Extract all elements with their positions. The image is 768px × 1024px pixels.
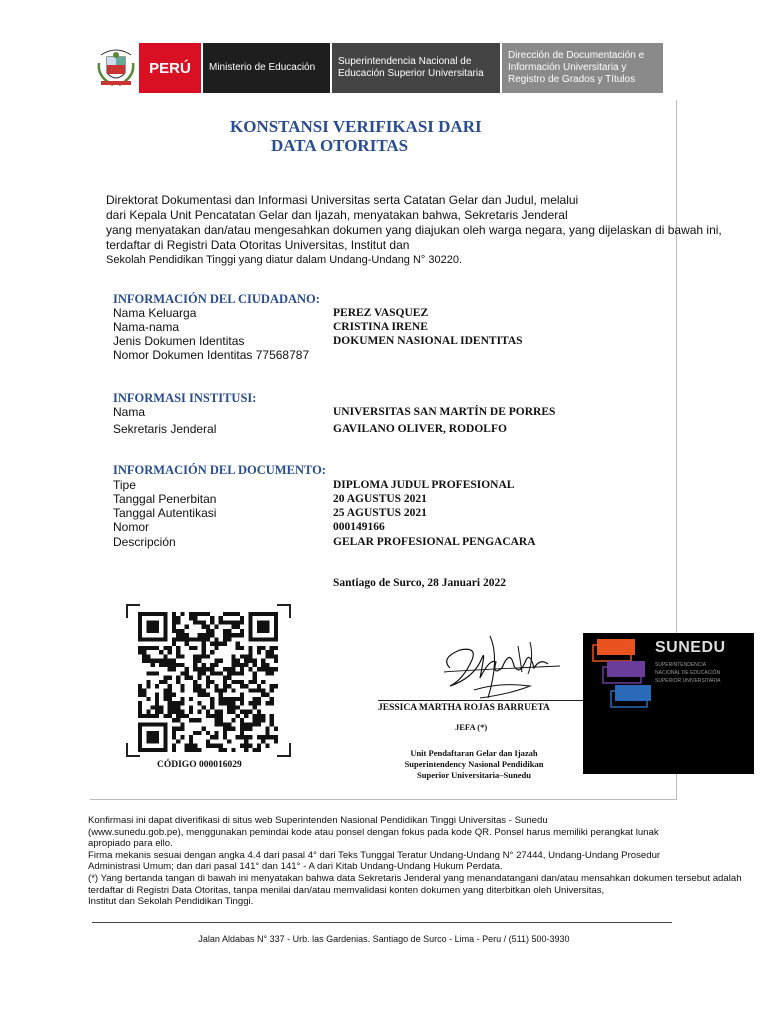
sunedu-subtitle: SUPERINTENDENCIA NACIONAL DE EDUCACIÓN SUPERIOR UNIVERSITARIA [655, 662, 721, 684]
field-label-number: Nomor [113, 520, 150, 534]
verification-notes: Konfirmasi ini dapat diverifikasi di situs web Superintenden Nasional Pendidikan Tinggi Universitas - Sunedu (www.sunedu.gob.pe), menggunakan pemindai kode atau ponsel dengan fokus pada kode QR. Ponsel harus memiliki perangkat lunak apropiado para ello. Firma mekanis sesuai dengan angka 4.4 dari pasal 4° dari Teks Tunggal Teratur Undang-Undang N° 27444, Undang-Undang Prosedur Administrasi Umum; dan dari pasal 141° dan 141° - A dari Kitab Undang-Undang Hukum Perdata. (*) Yang bertanda tangan di bawah ini menyatakan bahwa data Sekretaris Jenderal yang menandatangani dan/atau mensahkan dokumen tersebut adalah terdaftar di Registri Data Otoritas, tanpa menilai dan/atau memvalidasi konten dokumen yang diterbitkan oleh Universitas, Institut dan Sekolah Pendidikan Tinggi. [88, 815, 742, 908]
peru-coat-of-arms-icon [93, 43, 139, 93]
footer-address: Jalan Aldabas N° 337 - Urb. las Gardenias. Santiago de Surco - Lima - Peru / (511) 500-3930 [198, 934, 570, 944]
field-value-family-name: PEREZ VASQUEZ [333, 307, 429, 319]
qr-code-icon[interactable] [136, 612, 280, 752]
field-value-issue-date: 20 AGUSTUS 2021 [333, 493, 427, 505]
sunedu-stamp [583, 633, 754, 774]
qr-code-frame [126, 604, 291, 757]
superintendencia-label: Superintendencia Nacional de Educación Superior Universitaria [330, 43, 500, 93]
place-and-date: Santiago de Surco, 28 Januari 2022 [333, 577, 506, 589]
field-label-given-names: Nama-nama [113, 320, 180, 334]
field-value-institution-name: UNIVERSITAS SAN MARTÍN DE PORRES [333, 406, 556, 418]
citizen-section-heading: INFORMACIÓN DEL CIUDADANO: [113, 292, 320, 306]
field-label-description: Descripción [113, 535, 176, 549]
field-label-secretary-general: Sekretaris Jenderal [113, 422, 217, 436]
frame-divider-bottom [90, 799, 677, 800]
field-value-description: GELAR PROFESIONAL PENGACARA [333, 536, 536, 548]
document-section-heading: INFORMACIÓN DEL DOCUMENTO: [113, 463, 326, 477]
field-value-secretary-general: GAVILANO OLIVER, RODOLFO [333, 423, 507, 435]
field-label-type: Tipe [113, 478, 136, 492]
field-value-authentication-date: 25 AGUSTUS 2021 [333, 507, 427, 519]
sunedu-brand: SUNEDU [655, 639, 726, 656]
field-label-authentication-date: Tanggal Autentikasi [113, 506, 217, 520]
signatory-role: JEFA (*) [455, 722, 488, 732]
document-title-line-2: DATA OTORITAS [271, 136, 409, 155]
field-value-number: 000149166 [333, 521, 385, 533]
field-value-type: DIPLOMA JUDUL PROFESIONAL [333, 479, 515, 491]
signature-line [378, 700, 588, 701]
signatory-name: JESSICA MARTHA ROJAS BARRUETA [378, 703, 550, 713]
field-label-institution-name: Nama [113, 405, 146, 419]
field-label-issue-date: Tanggal Penerbitan [113, 492, 217, 506]
ministry-label: Ministerio de Educación [201, 43, 330, 93]
document-title-line-1: KONSTANSI VERIFIKASI DARI [230, 117, 482, 136]
direccion-label: Dirección de Documentación e Información Universitaria y Registro de Grados y Títulos [500, 43, 663, 93]
signatory-unit: Unit Pendaftaran Gelar dan Ijazah Superintendency Nasional Pendidikan Superior Universitaria–Sunedu [404, 748, 544, 780]
header-banner [93, 43, 663, 93]
handwritten-signature-icon [430, 628, 570, 706]
footer-divider [92, 922, 672, 923]
peru-label: PERÚ [139, 43, 201, 93]
field-value-given-names: CRISTINA IRENE [333, 321, 428, 333]
intro-paragraph: Direktorat Dokumentasi dan Informasi Universitas serta Catatan Gelar dan Judul, melalui dari Kepala Unit Pencatatan Gelar dan Ijazah, menyatakan bahwa, Sekretaris Jenderal yang menyatakan dan/atau mengesahkan dokumen yang diajukan oleh warga negara, yang dijelaskan di bawah ini, terdaftar di Registri Data Otoritas Universitas, Institut dan Sekolah Pendidikan Tinggi yang diatur dalam Undang-Undang N° 30220. [106, 193, 722, 266]
field-label-id-number: Nomor Dokumen Identitas 77568787 [113, 348, 310, 362]
sunedu-logo-icon [589, 637, 653, 711]
qr-code-label: CÓDIGO 000016029 [157, 760, 242, 770]
field-label-family-name: Nama Keluarga [113, 306, 197, 320]
institution-section-heading: INFORMASI INSTITUSI: [113, 391, 257, 405]
field-value-id-type: DOKUMEN NASIONAL IDENTITAS [333, 335, 523, 347]
field-label-id-type: Jenis Dokumen Identitas [113, 334, 245, 348]
